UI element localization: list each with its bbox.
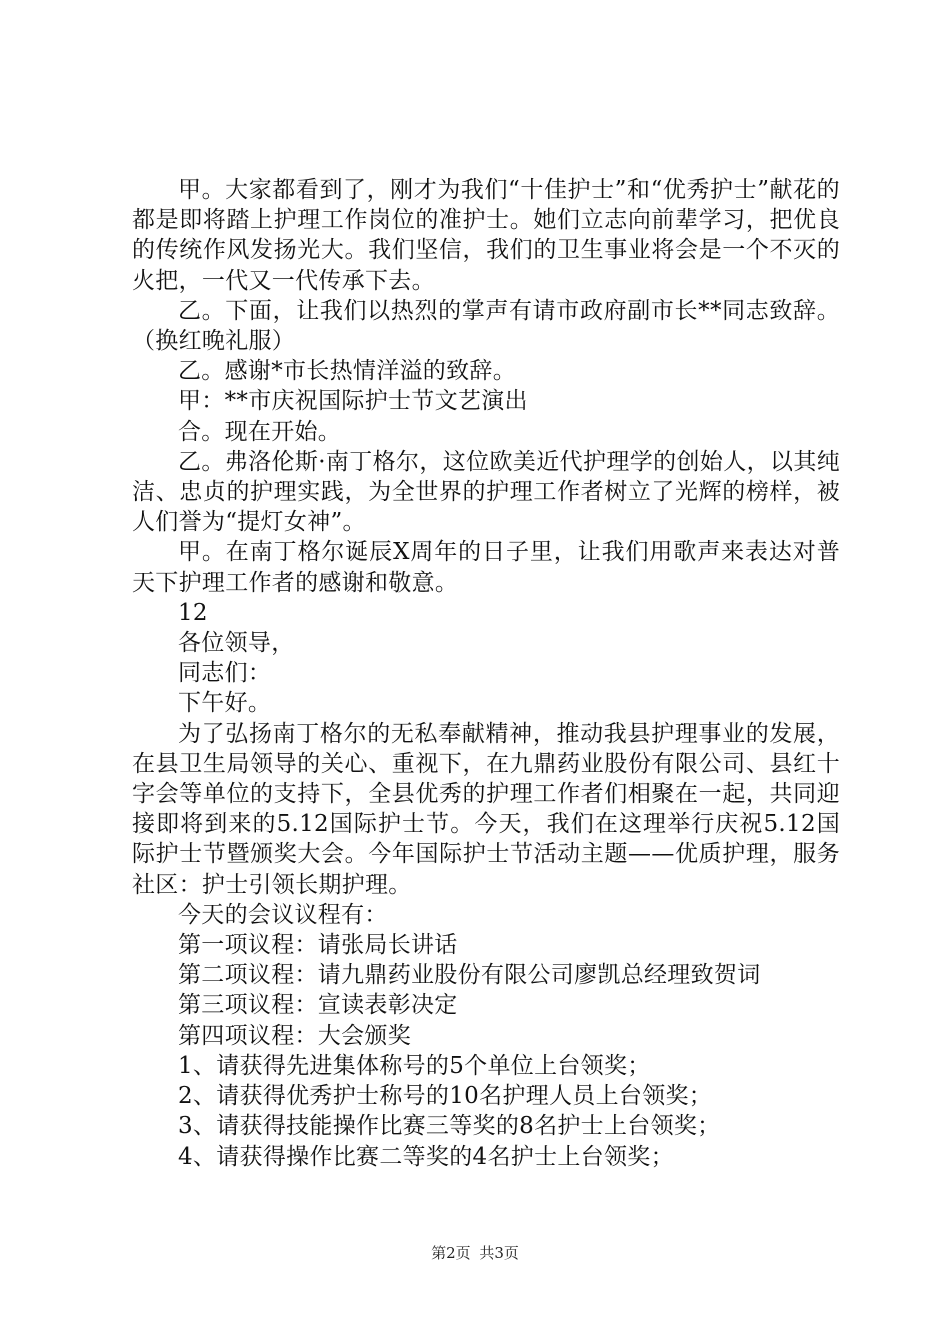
paragraph: 第二项议程：请九鼎药业股份有限公司廖凯总经理致贺词: [178, 962, 761, 989]
paragraph: 2、请获得优秀护士称号的10名护理人员上台领奖；: [178, 1083, 713, 1110]
page-number: 第2页: [431, 1244, 471, 1262]
paragraph: 第三项议程：宣读表彰决定: [178, 992, 458, 1019]
paragraph: 乙。感谢*市长热情洋溢的致辞。: [178, 358, 516, 385]
paragraph: 下午好。: [178, 690, 272, 717]
paragraph: 合。现在开始。: [178, 418, 342, 445]
paragraph: 甲。在南丁格尔诞辰X周年的日子里，让我们用歌声来表达对普天下护理工作者的感谢和敬意。: [132, 539, 840, 596]
paragraph: 为了弘扬南丁格尔的无私奉献精神，推动我县护理事业的发展，在县卫生局领导的关心、重视下，在九鼎药业股份有限公司、县红十字会等单位的支持下，全县优秀的护理工作者们相聚在一起，共同迎接即将到来的5.12国际护士节。今天，我们在这理举行庆祝5.12国际护士节暨颁奖大会。今年国际护士节活动主题——优质护理，服务社区：护士引领长期护理。: [132, 720, 840, 898]
paragraph: 1、请获得先进集体称号的5个单位上台领奖；: [178, 1052, 651, 1079]
paragraph: 3、请获得技能操作比赛三等奖的8名护士上台领奖；: [178, 1113, 721, 1140]
page-total: 共3页: [479, 1244, 519, 1262]
document-body: [132, 175, 840, 1172]
paragraph: 乙。下面，让我们以热烈的掌声有请市政府副市长**同志致辞。（换红晚礼服）: [132, 297, 840, 355]
paragraph: 12: [178, 599, 208, 626]
paragraph: 乙。弗洛伦斯·南丁格尔，这位欧美近代护理学的创始人，以其纯洁、忠贞的护理实践，为全世界的护理工作者树立了光辉的榜样，被人们誉为“提灯女神”。: [132, 448, 840, 536]
paragraph: 各位领导，: [178, 630, 295, 657]
paragraph: 第一项议程：请张局长讲话: [178, 932, 458, 959]
paragraph: 甲：**市庆祝国际护士节文艺演出: [178, 388, 528, 415]
page-footer: [0, 1243, 950, 1263]
paragraph: 同志们：: [178, 660, 272, 687]
paragraph: 今天的会议议程有：: [178, 901, 388, 928]
paragraph: 第四项议程：大会颁奖: [178, 1022, 411, 1049]
paragraph: 甲。大家都看到了，刚才为我们“十佳护士”和“优秀护士”献花的都是即将踏上护理工作岗位的准护士。她们立志向前辈学习，把优良的传统作风发扬光大。我们坚信，我们的卫生事业将会是一个不灭的火把，一代又一代传承下去。: [132, 177, 840, 294]
paragraph: 4、请获得操作比赛二等奖的4名护士上台领奖；: [178, 1143, 674, 1170]
